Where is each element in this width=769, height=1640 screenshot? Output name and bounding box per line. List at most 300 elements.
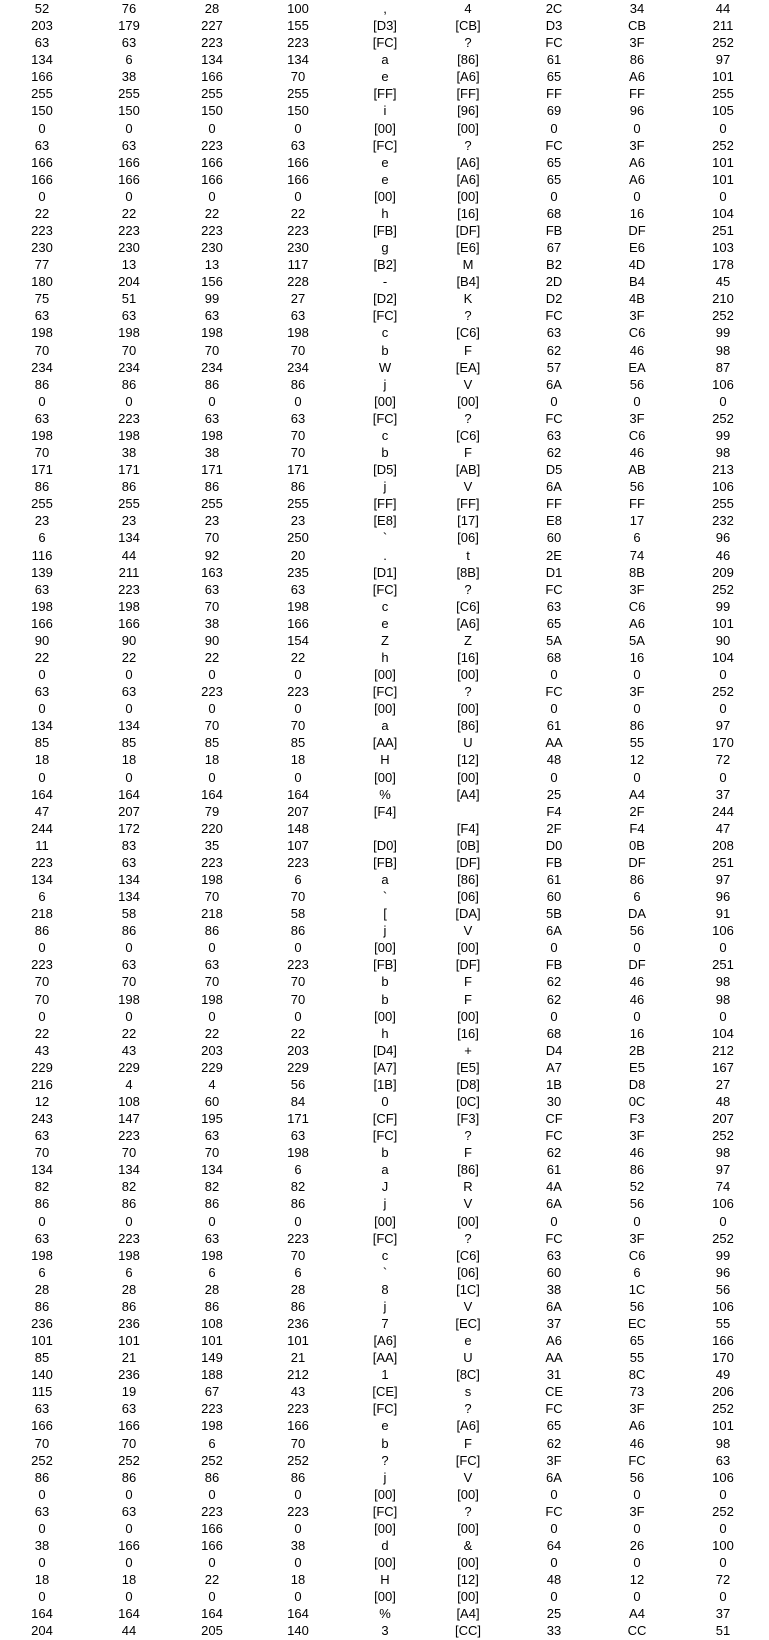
table-cell: 255 <box>31 496 53 512</box>
table-cell: 61 <box>546 1162 562 1178</box>
table-cell: 25 <box>546 786 562 802</box>
table-cell: % <box>379 786 391 802</box>
table-cell: 252 <box>712 137 734 153</box>
table-cell: [12] <box>457 752 479 768</box>
table-cell: [C6] <box>456 325 480 341</box>
table-row <box>0 1178 769 1195</box>
table-cell: 0 <box>550 701 558 717</box>
table-cell: 171 <box>287 1111 309 1127</box>
table-cell: 155 <box>287 18 309 34</box>
table-cell: [DA] <box>455 906 481 922</box>
table-cell: [00] <box>374 667 396 683</box>
table-row <box>0 751 769 768</box>
table-cell: 91 <box>715 906 731 922</box>
table-cell: 179 <box>118 18 140 34</box>
table-cell: 166 <box>31 154 53 170</box>
table-row <box>0 922 769 939</box>
table-cell: [EC] <box>455 1316 481 1332</box>
table-cell: 230 <box>201 240 223 256</box>
table-cell: [96] <box>457 103 479 119</box>
table-cell: 6A <box>546 923 562 939</box>
table-cell: 70 <box>121 1145 137 1161</box>
table-cell: 101 <box>31 1333 53 1349</box>
table-cell: 236 <box>118 1367 140 1383</box>
table-cell: 55 <box>629 735 645 751</box>
table-cell: 70 <box>121 974 137 990</box>
table-cell: 65 <box>546 615 562 631</box>
table-cell: 0 <box>38 1555 46 1571</box>
table-cell: 150 <box>201 103 223 119</box>
table-cell: 86 <box>629 52 645 68</box>
table-cell: 0 <box>550 1520 558 1536</box>
table-cell: 223 <box>287 854 309 870</box>
table-cell: [C6] <box>456 1247 480 1263</box>
table-row <box>0 410 769 427</box>
table-cell: 106 <box>712 1469 734 1485</box>
table-cell: 44 <box>715 1 731 16</box>
table-cell: 255 <box>201 496 223 512</box>
table-cell: [00] <box>457 1008 479 1024</box>
table-cell: 223 <box>118 223 140 239</box>
table-row <box>0 51 769 68</box>
table-cell: [86] <box>457 52 479 68</box>
table-cell: 0 <box>38 769 46 785</box>
table-cell: 147 <box>118 1111 140 1127</box>
table-row <box>0 1452 769 1469</box>
table-cell: B4 <box>629 274 645 290</box>
table-cell: 166 <box>118 1418 140 1434</box>
table-cell: 28 <box>121 1281 137 1297</box>
table-cell: 148 <box>287 820 309 836</box>
table-cell: 252 <box>712 1401 734 1417</box>
table-cell: 0 <box>208 188 216 204</box>
table-cell: 85 <box>204 735 220 751</box>
table-cell: 0 <box>550 769 558 785</box>
table-row <box>0 1622 769 1639</box>
table-cell: 134 <box>118 871 140 887</box>
table-cell: 51 <box>715 1623 731 1639</box>
table-cell: [FC] <box>372 1128 398 1144</box>
table-cell: 211 <box>118 564 140 580</box>
table-cell: 74 <box>629 547 645 563</box>
table-cell: 62 <box>546 974 562 990</box>
table-cell: 6 <box>633 530 641 546</box>
table-cell: 16 <box>629 649 645 665</box>
table-cell: [86] <box>457 1162 479 1178</box>
table-cell: 76 <box>121 1 137 16</box>
table-cell: 243 <box>31 1111 53 1127</box>
table-cell: 101 <box>118 1333 140 1349</box>
table-cell: 56 <box>629 923 645 939</box>
table-row <box>0 1008 769 1025</box>
table-cell: 6A <box>546 376 562 392</box>
table-cell: [A7] <box>373 1059 397 1075</box>
table-cell: 156 <box>201 274 223 290</box>
table-cell: 229 <box>201 1059 223 1075</box>
table-cell: 223 <box>201 854 223 870</box>
table-cell: 69 <box>546 103 562 119</box>
table-cell: 86 <box>629 1162 645 1178</box>
table-cell: 188 <box>201 1367 223 1383</box>
table-row <box>0 17 769 34</box>
table-cell: 235 <box>287 564 309 580</box>
table-cell: [00] <box>374 1520 396 1536</box>
table-row <box>0 1332 769 1349</box>
table-row <box>0 837 769 854</box>
table-cell: 0 <box>633 1213 641 1229</box>
table-cell: [8B] <box>456 564 480 580</box>
table-cell: 134 <box>31 871 53 887</box>
table-cell: 252 <box>712 1128 734 1144</box>
table-cell: 0 <box>125 1589 133 1605</box>
table-cell: 82 <box>121 1179 137 1195</box>
table-cell: 70 <box>204 530 220 546</box>
table-cell: [86] <box>457 718 479 734</box>
table-cell: 33 <box>546 1623 562 1639</box>
table-cell: F4 <box>629 820 645 836</box>
table-cell: 210 <box>712 291 734 307</box>
table-row <box>0 34 769 51</box>
table-cell: W <box>378 359 392 375</box>
table-cell: [FB] <box>373 854 397 870</box>
table-cell: 60 <box>546 889 562 905</box>
table-cell: 43 <box>34 1042 50 1058</box>
table-row <box>0 1571 769 1588</box>
table-cell: 0 <box>208 769 216 785</box>
table-cell: 198 <box>31 325 53 341</box>
table-cell: 65 <box>629 1333 645 1349</box>
table-cell: FF <box>629 496 645 512</box>
table-cell: h <box>381 649 389 665</box>
table-cell: 164 <box>287 786 309 802</box>
table-row <box>0 137 769 154</box>
table-cell: + <box>464 1042 472 1058</box>
table-row <box>0 188 769 205</box>
table-cell: 8B <box>629 564 645 580</box>
table-cell: 218 <box>31 906 53 922</box>
table-cell: 60 <box>204 1094 220 1109</box>
table-cell: 6 <box>294 1264 302 1280</box>
table-cell: 86 <box>204 376 220 392</box>
table-cell: [A6] <box>456 615 480 631</box>
table-cell: 55 <box>715 1316 731 1332</box>
table-cell: 85 <box>290 735 306 751</box>
table-row <box>0 1230 769 1247</box>
table-cell: 51 <box>121 291 137 307</box>
table-cell: 166 <box>287 1418 309 1434</box>
table-cell: 0 <box>294 1589 302 1605</box>
table-cell: 223 <box>201 684 223 700</box>
table-cell: FC <box>545 581 563 597</box>
table-cell: 0 <box>294 1486 302 1502</box>
table-cell: [FF] <box>456 496 480 512</box>
table-cell: 6 <box>633 1264 641 1280</box>
table-cell: 0 <box>125 188 133 204</box>
table-cell: 0 <box>550 667 558 683</box>
table-cell: 64 <box>546 1538 562 1554</box>
table-row <box>0 905 769 922</box>
table-cell: 198 <box>201 427 223 443</box>
table-cell: 3F <box>629 410 645 426</box>
table-cell: 22 <box>121 205 137 221</box>
table-cell: A6 <box>546 1333 562 1349</box>
table-cell: 6 <box>38 1264 46 1280</box>
table-cell: 8C <box>628 1367 646 1383</box>
table-cell: 99 <box>715 427 731 443</box>
table-cell: [00] <box>457 1520 479 1536</box>
table-cell: 223 <box>201 1401 223 1417</box>
table-cell: [00] <box>457 1486 479 1502</box>
table-row <box>0 1349 769 1366</box>
table-cell: 211 <box>712 18 734 34</box>
table-cell: 134 <box>201 52 223 68</box>
table-cell: 236 <box>287 1316 309 1332</box>
table-cell: 61 <box>546 718 562 734</box>
table-cell: c <box>381 1247 389 1263</box>
table-cell: 70 <box>290 342 306 358</box>
table-cell: 18 <box>204 752 220 768</box>
table-cell: 107 <box>287 837 309 853</box>
table-cell: 0 <box>208 701 216 717</box>
table-cell: 85 <box>121 735 137 751</box>
table-cell: [A6] <box>456 154 480 170</box>
table-cell: 0 <box>294 1213 302 1229</box>
table-cell: 0 <box>550 1589 558 1605</box>
table-cell: [00] <box>374 1555 396 1571</box>
table-cell: [FC] <box>372 684 398 700</box>
table-cell: 23 <box>204 513 220 529</box>
table-cell: 171 <box>31 462 53 478</box>
table-cell: 86 <box>290 376 306 392</box>
table-cell: 6 <box>125 52 133 68</box>
table-cell: 6 <box>294 1162 302 1178</box>
table-cell: 16 <box>629 205 645 221</box>
table-cell: 164 <box>201 1606 223 1622</box>
table-cell: 3F <box>629 137 645 153</box>
table-cell: 38 <box>121 445 137 461</box>
table-cell: 86 <box>121 376 137 392</box>
table-cell: 19 <box>121 1384 137 1400</box>
table-cell: 203 <box>31 18 53 34</box>
table-cell: 5A <box>629 632 645 648</box>
table-cell: 21 <box>290 1350 306 1366</box>
table-cell: 228 <box>287 274 309 290</box>
table-cell: [D5] <box>373 462 397 478</box>
table-cell: 227 <box>201 18 223 34</box>
table-row <box>0 85 769 102</box>
table-cell: [E6] <box>456 240 480 256</box>
table-cell: [D8] <box>456 1076 480 1092</box>
table-cell: b <box>381 1435 389 1451</box>
table-cell: b <box>381 1145 389 1161</box>
table-row <box>0 700 769 717</box>
table-cell: 0 <box>208 1486 216 1502</box>
table-cell: 163 <box>201 564 223 580</box>
table-cell: C6 <box>628 325 646 341</box>
table-cell: 70 <box>290 974 306 990</box>
table-cell: 85 <box>34 1350 50 1366</box>
table-cell: 25 <box>546 1606 562 1622</box>
table-cell: 0 <box>208 393 216 409</box>
table-cell: e <box>381 171 389 187</box>
table-cell: 198 <box>287 598 309 614</box>
table-cell: 223 <box>287 957 309 973</box>
table-cell: FF <box>546 496 562 512</box>
table-cell: [F3] <box>456 1111 480 1127</box>
table-cell: 48 <box>546 1572 562 1588</box>
table-cell: 198 <box>201 1418 223 1434</box>
table-cell: FC <box>545 35 563 51</box>
table-cell: 43 <box>121 1042 137 1058</box>
table-cell: AA <box>545 735 563 751</box>
table-cell: 101 <box>712 171 734 187</box>
table-cell: 63 <box>34 308 50 324</box>
table-cell: 8 <box>381 1281 389 1297</box>
table-cell: 140 <box>31 1367 53 1383</box>
table-cell: 167 <box>712 1059 734 1075</box>
table-cell: FC <box>628 1452 646 1468</box>
table-cell: 101 <box>712 69 734 85</box>
table-cell: b <box>381 991 389 1007</box>
table-cell: 0 <box>125 1520 133 1536</box>
table-cell: FC <box>545 410 563 426</box>
table-cell: 0 <box>719 940 727 956</box>
table-cell: 166 <box>31 1418 53 1434</box>
table-cell: FF <box>546 86 562 102</box>
table-cell: 252 <box>712 684 734 700</box>
table-cell: 234 <box>201 359 223 375</box>
table-cell: 5B <box>546 906 562 922</box>
table-cell: 97 <box>715 1162 731 1178</box>
table-cell: [00] <box>374 1213 396 1229</box>
table-cell: 223 <box>287 1230 309 1246</box>
table-cell: 223 <box>201 35 223 51</box>
table-cell: 58 <box>121 906 137 922</box>
table-cell: 70 <box>290 445 306 461</box>
table-cell: [86] <box>457 871 479 887</box>
table-cell: e <box>381 154 389 170</box>
table-cell: [F4] <box>373 803 397 819</box>
table-cell: 86 <box>204 1469 220 1485</box>
table-cell: ? <box>464 581 472 597</box>
table-cell: [AA] <box>372 735 398 751</box>
table-cell: 207 <box>712 1111 734 1127</box>
table-cell: F <box>464 991 472 1007</box>
table-cell: 0 <box>294 393 302 409</box>
table-cell: 0 <box>381 1094 389 1109</box>
table-cell: 0 <box>633 393 641 409</box>
table-cell: 62 <box>546 342 562 358</box>
table-cell: 0 <box>633 1555 641 1571</box>
table-cell: , <box>383 1 387 16</box>
table-row <box>0 529 769 546</box>
table-cell: AA <box>545 1350 563 1366</box>
table-cell: 70 <box>290 991 306 1007</box>
table-cell: 164 <box>201 786 223 802</box>
table-cell: ? <box>464 35 472 51</box>
table-cell: CB <box>627 18 647 34</box>
table-cell: 52 <box>629 1179 645 1195</box>
table-cell: 166 <box>201 154 223 170</box>
table-cell: D3 <box>545 18 563 34</box>
table-cell: 98 <box>715 991 731 1007</box>
table-cell: 223 <box>287 35 309 51</box>
table-cell: 0 <box>719 393 727 409</box>
table-cell: 0 <box>633 1008 641 1024</box>
table-cell: 73 <box>629 1384 645 1400</box>
table-row <box>0 512 769 529</box>
table-row <box>0 564 769 581</box>
table-cell: 70 <box>204 974 220 990</box>
table-cell: 0 <box>550 940 558 956</box>
table-cell: 0 <box>294 940 302 956</box>
table-cell: 16 <box>629 1025 645 1041</box>
table-cell: 68 <box>546 1025 562 1041</box>
table-cell: [E5] <box>456 1059 480 1075</box>
table-cell: 230 <box>118 240 140 256</box>
table-row <box>0 324 769 341</box>
table-cell: 82 <box>34 1179 50 1195</box>
table-cell: 252 <box>712 410 734 426</box>
table-cell: [DF] <box>455 854 481 870</box>
table-cell: 22 <box>121 1025 137 1041</box>
table-cell: 166 <box>118 154 140 170</box>
table-cell: [CE] <box>372 1384 398 1400</box>
table-cell: 3F <box>629 308 645 324</box>
table-cell: [06] <box>457 889 479 905</box>
table-cell: 166 <box>287 171 309 187</box>
table-cell: 108 <box>201 1316 223 1332</box>
table-cell: [00] <box>374 188 396 204</box>
table-cell: 223 <box>31 957 53 973</box>
table-cell: 0 <box>38 1520 46 1536</box>
table-cell: 86 <box>34 923 50 939</box>
table-row <box>0 888 769 905</box>
table-cell: 0 <box>719 667 727 683</box>
table-row <box>0 1059 769 1076</box>
table-cell: E6 <box>629 240 645 256</box>
table-cell: 115 <box>31 1384 53 1400</box>
table-cell: 86 <box>290 1298 306 1314</box>
table-cell: 230 <box>31 240 53 256</box>
table-cell: 0 <box>550 188 558 204</box>
table-cell: 27 <box>715 1076 731 1092</box>
table-cell: 0 <box>125 769 133 785</box>
table-cell: DF <box>628 854 646 870</box>
table-cell: ` <box>382 1264 388 1280</box>
table-row <box>0 598 769 615</box>
table-cell: 171 <box>201 462 223 478</box>
table-cell: 212 <box>712 1042 734 1058</box>
table-row <box>0 717 769 734</box>
table-cell: 12 <box>629 752 645 768</box>
table-cell: 198 <box>287 325 309 341</box>
table-cell: 3F <box>546 1452 562 1468</box>
table-cell: 1B <box>546 1076 562 1092</box>
table-cell: 61 <box>546 871 562 887</box>
table-cell: 105 <box>712 103 734 119</box>
table-row <box>0 1264 769 1281</box>
table-cell: 96 <box>715 530 731 546</box>
table-cell: 116 <box>31 547 53 563</box>
table-cell: [00] <box>457 393 479 409</box>
table-cell: 49 <box>715 1367 731 1383</box>
table-cell: EC <box>627 1316 647 1332</box>
table-row <box>0 444 769 461</box>
table-cell: 244 <box>31 820 53 836</box>
table-cell: ` <box>382 889 388 905</box>
table-cell: [DF] <box>455 957 481 973</box>
